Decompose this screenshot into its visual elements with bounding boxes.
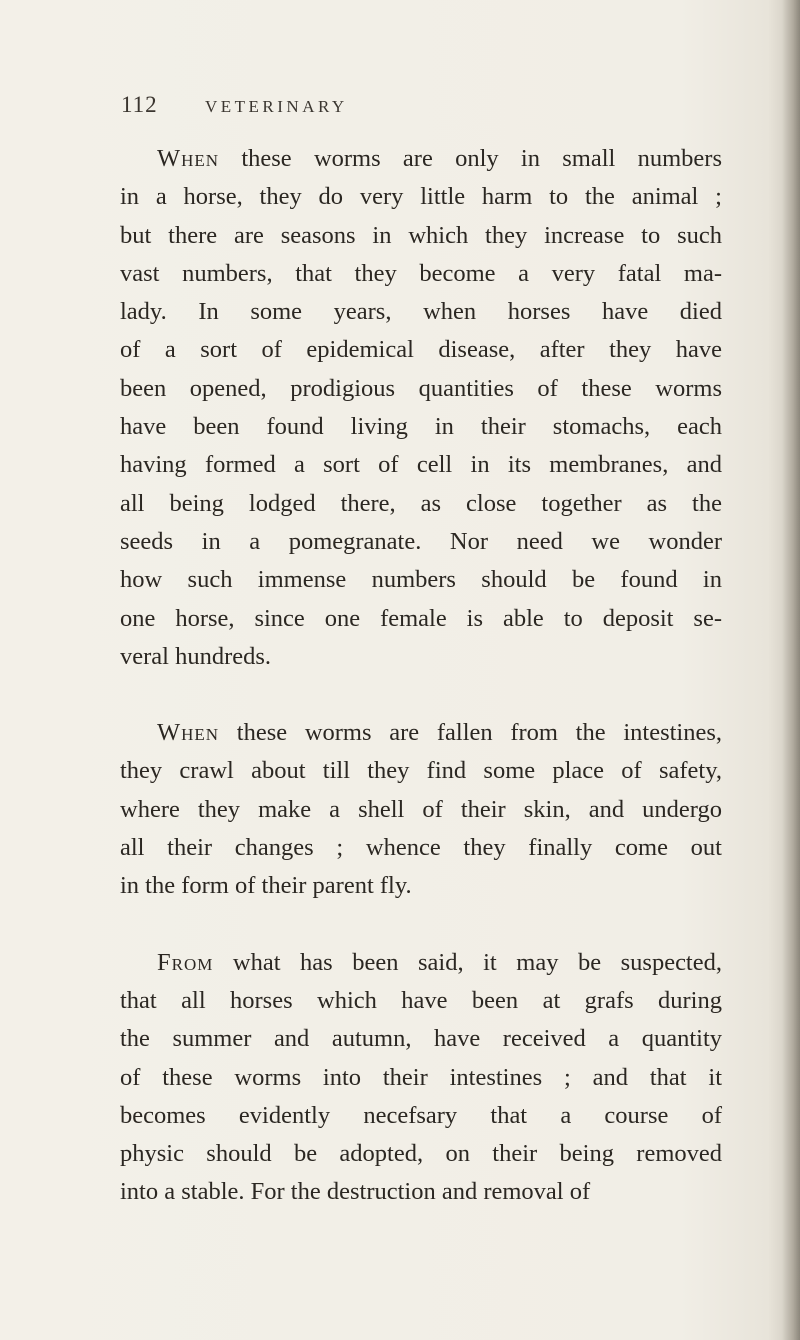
paragraph-2: [120, 714, 722, 905]
text-line: vast numbers, that they become a very fatal ma-: [120, 259, 722, 287]
text-line: physic should be adopted, on their being removed: [120, 1140, 722, 1168]
text-line: the summer and autumn, have received a quantity: [120, 1025, 722, 1053]
text-line: veral hundreds.: [120, 642, 272, 670]
page-header: [121, 92, 681, 122]
page-number: 112: [121, 92, 158, 117]
text-line: one horse, since one female is able to deposit se-: [120, 604, 722, 632]
text-line: When these worms are fallen from the intestines,: [157, 719, 722, 747]
text-line: having formed a sort of cell in its membranes, and: [120, 451, 722, 479]
text-line: becomes evidently necefsary that a course of: [120, 1101, 722, 1129]
text-line: When these worms are only in small numbers: [157, 145, 722, 172]
paragraph-1: [120, 140, 722, 676]
paragraph-3: [120, 944, 722, 1212]
text-line: all their changes ; whence they finally come out: [120, 834, 722, 862]
text-line: lady. In some years, when horses have died: [120, 298, 722, 326]
paragraph-lead: When: [157, 145, 220, 172]
paragraph-lead: When: [157, 719, 220, 747]
text-line: that all horses which have been at grafs during: [120, 986, 722, 1014]
text-line: how such immense numbers should be found in: [120, 566, 722, 594]
text-line: into a stable. For the destruction and removal of: [120, 1178, 591, 1206]
text-line: have been found living in their stomachs, each: [120, 413, 722, 441]
page-edge-shadow: [782, 0, 800, 1340]
text-line: of these worms into their intestines ; and that it: [120, 1063, 722, 1091]
text-line: of a sort of epidemical disease, after they have: [120, 336, 722, 364]
text-line: but there are seasons in which they increase to such: [120, 221, 722, 249]
text-line: From what has been said, it may be suspected,: [157, 948, 722, 976]
text-line: in the form of their parent fly.: [120, 872, 412, 900]
text-line: all being lodged there, as close together as the: [120, 489, 722, 517]
text-line: seeds in a pomegranate. Nor need we wonder: [120, 527, 722, 555]
running-head: VETERINARY: [205, 97, 348, 116]
text-line: been opened, prodigious quantities of these worms: [120, 374, 722, 402]
text-line: in a horse, they do very little harm to the animal ;: [120, 183, 722, 211]
body-text: [120, 140, 722, 1212]
text-line: where they make a shell of their skin, and undergo: [120, 795, 722, 823]
paragraph-lead: From: [157, 948, 214, 976]
text-line: they crawl about till they find some place of safety,: [120, 757, 722, 785]
